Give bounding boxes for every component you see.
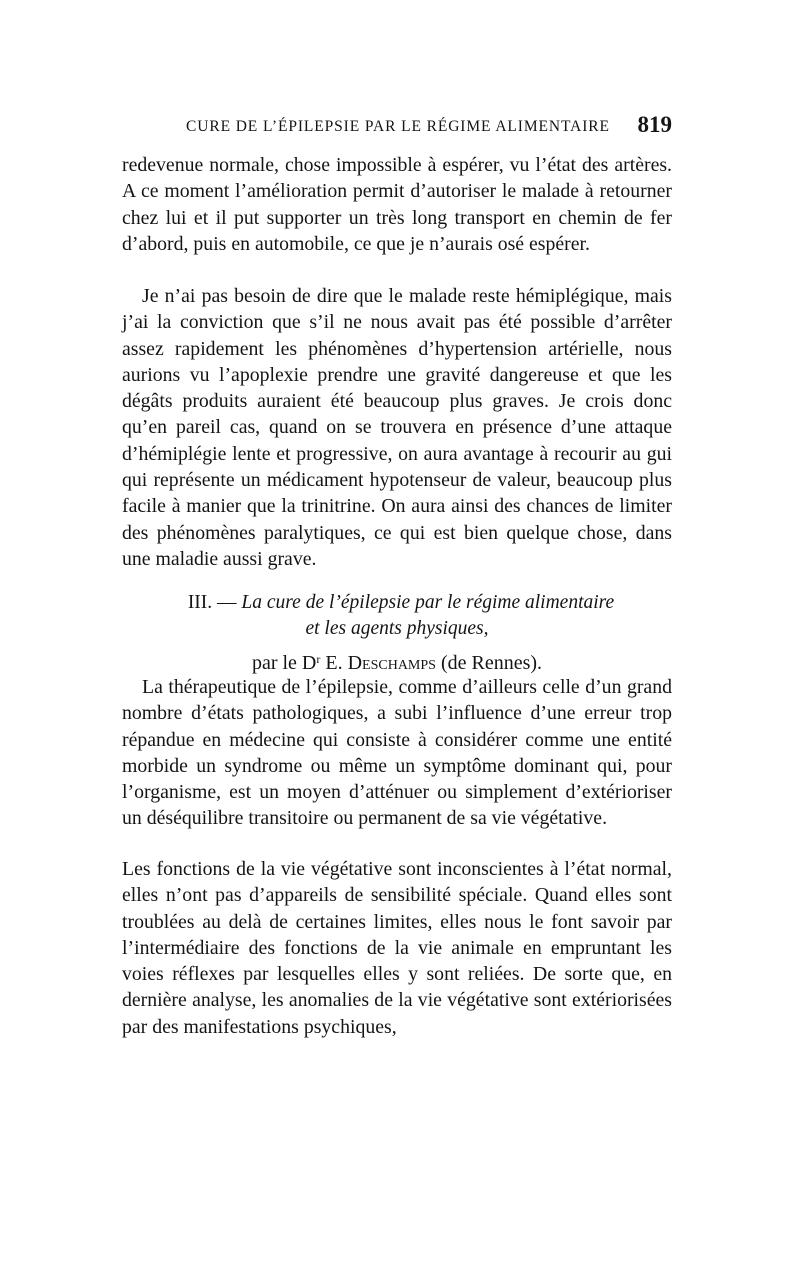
section-number: III. — [187,592,237,613]
page-header [186,112,672,148]
author-line [122,646,672,676]
paragraph-text: redevenue normale, chose impossible à espérer, vu l’état des artères. A ce moment l’amélioration permit d’autoriser le malade à retourner chez lui et il put supporter un très long transport en chemin de fer d’abord, puis en automobile, ce que je n’aurais osé espérer. [122,154,672,255]
section-title-line-1 [122,590,672,616]
section-title-line-2: et les agents physiques, [305,618,489,639]
section-heading [122,590,672,642]
paragraph-text: Je n’ai pas besoin de dire que le malade reste hémiplégique, mais j’ai la conviction que s’il ne nous avait pas été possible d’arrêter assez rapidement les phénomènes d’hypertension artérielle, nous aurions vu l’apoplexie prendre une gravité dangereuse et que les dégâts produits auraient été beaucoup plus graves. Je crois donc qu’en pareil cas, quand on se trouvera en présence d’une attaque d’hémiplégie lente et progressive, on aura avantage à recourir au gui qui représente un médicament hypotenseur de valeur, beaucoup plus facile à manier que la trinitrine. On aura ainsi des chances de limiter des phénomènes paralytiques, ce qui est bien quelque chose, dans une maladie aussi grave. [122,285,672,570]
author-title-superscript: r [316,652,321,666]
author-name: E. Deschamps [325,652,436,674]
page-number: 819 [637,112,672,137]
paragraph-hemiplegia [122,283,672,572]
paragraph-text: La thérapeutique de l’épilepsie, comme d’ailleurs celle d’un grand nombre d’états pathologiques, a subi l’influence d’une erreur trop répandue en médecine qui consiste à considérer comme une entité morbide un syndrome ou même un symptôme dominant qui, pour l’organisme, est un moyen d’atténuer ou simplement d’extérioriser un déséquilibre transitoire ou permanent de sa vie végétative. [122,676,672,830]
author-place: (de Rennes). [440,652,543,674]
paragraph-continuation [122,152,672,257]
paragraph-vegetative-functions [122,856,672,1040]
paragraph-therapeutics [122,674,672,832]
section-title: La cure de l’épilepsie par le régime alimentaire [241,592,615,613]
running-title: CURE DE L’ÉPILEPSIE PAR LE RÉGIME ALIMENTAIRE [186,118,610,135]
paragraph-text: Les fonctions de la vie végétative sont inconscientes à l’état normal, elles n’ont pas d’appareils de sensibilité spéciale. Quand elles sont troublées au delà de certaines limites, elles nous le font savoir par l’intermédiaire des fonctions de la vie animale en empruntant les voies réflexes par lesquelles elles y sont reliées. De sorte que, en dernière analyse, les anomalies de la vie végétative sont extériorisées par des manifestations psychiques, [122,858,672,1038]
author-prefix: par le D [251,652,317,674]
